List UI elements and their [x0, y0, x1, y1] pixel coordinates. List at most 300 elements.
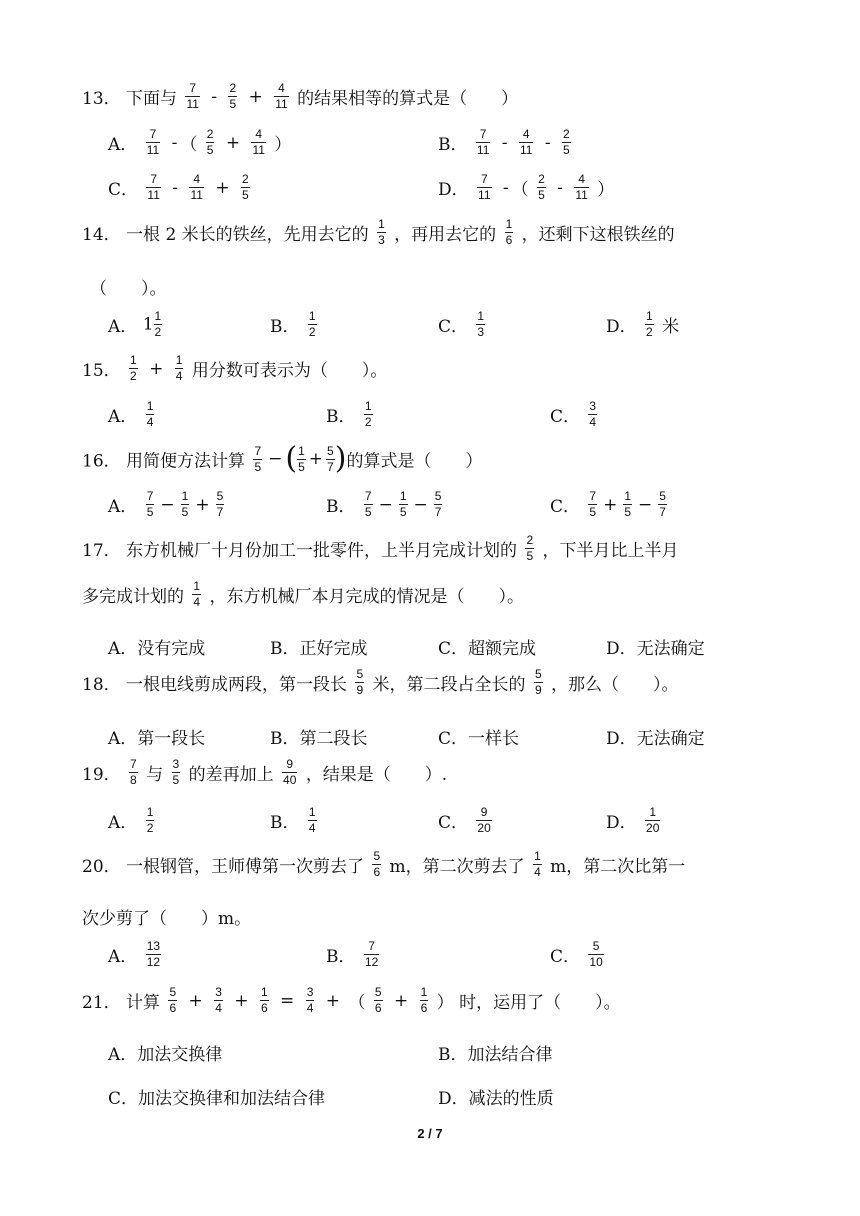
- denominator: 6: [374, 1001, 382, 1015]
- fraction: [588, 400, 597, 429]
- denominator: 5: [562, 143, 570, 157]
- denominator: 7: [216, 505, 224, 519]
- fraction: [477, 173, 491, 202]
- denominator: 11: [147, 188, 160, 202]
- numerator: 7: [130, 757, 137, 771]
- q20-text-c: m，第二次比第一: [550, 857, 686, 877]
- option-label: A．: [108, 135, 138, 155]
- minus-sign: -: [171, 132, 178, 153]
- denominator: 11: [519, 143, 533, 157]
- numerator: 7: [480, 172, 488, 186]
- q21-option-b[interactable]: B．加法结合律: [438, 1045, 553, 1065]
- denominator: 10: [589, 955, 603, 969]
- numerator: 1: [477, 309, 485, 323]
- fraction: [129, 354, 138, 383]
- fraction: [364, 400, 373, 429]
- numerator: 1: [298, 443, 305, 458]
- fraction: [372, 850, 381, 879]
- numerator: 7: [254, 443, 262, 458]
- q17-number: 17．: [82, 541, 121, 561]
- denominator: 9: [356, 683, 364, 697]
- numerator: 3: [215, 985, 222, 999]
- fraction: [476, 806, 491, 835]
- numerator: 1: [181, 489, 189, 503]
- q21-option-a[interactable]: A．加法交换律: [108, 1045, 223, 1065]
- fraction: [377, 218, 386, 247]
- option-label: C．: [550, 407, 581, 427]
- q17-option-b[interactable]: B．正好完成: [270, 639, 368, 659]
- question-17: [82, 534, 679, 578]
- paren: ）: [436, 993, 454, 1013]
- denominator: 6: [420, 1001, 428, 1015]
- numerator: 4: [193, 172, 201, 186]
- q19-option-d[interactable]: [606, 806, 663, 835]
- denominator: 4: [193, 595, 201, 609]
- minus-sign: −: [268, 449, 283, 469]
- numerator: 9: [286, 757, 294, 771]
- denominator: 2: [364, 415, 372, 429]
- numerator: 4: [255, 127, 263, 141]
- numerator: 1: [154, 309, 162, 323]
- q16-option-c[interactable]: [550, 490, 670, 519]
- q14-option-b[interactable]: [270, 310, 320, 339]
- fraction: [175, 354, 184, 383]
- q19-option-b[interactable]: [270, 806, 320, 835]
- denominator: 5: [172, 773, 180, 787]
- q19-number: 19．: [82, 765, 121, 785]
- numerator: 1: [378, 217, 385, 231]
- denominator: 7: [327, 459, 334, 474]
- plus-sign: +: [325, 990, 341, 1011]
- q16-option-a[interactable]: [108, 490, 227, 519]
- numerator: 1: [399, 489, 407, 503]
- fraction: [574, 173, 588, 202]
- minus-sign: −: [160, 494, 175, 515]
- numerator: 3: [172, 757, 180, 771]
- minus-sign: −: [378, 494, 393, 515]
- numerator: 7: [589, 489, 597, 503]
- paren: ): [334, 441, 347, 476]
- denominator: 11: [478, 188, 491, 202]
- q18-number: 18．: [82, 675, 121, 695]
- fraction: [364, 490, 373, 519]
- q18-option-c[interactable]: C．一样长: [438, 729, 520, 749]
- q16-number: 16．: [82, 451, 121, 472]
- numerator: 1: [146, 805, 154, 819]
- numerator: 1: [364, 399, 372, 413]
- question-19: [82, 758, 447, 802]
- numerator: 7: [150, 172, 157, 186]
- denominator: 4: [589, 415, 597, 429]
- fraction: [146, 490, 155, 519]
- plus-sign: +: [234, 990, 249, 1011]
- q13-text-a: 下面与: [126, 89, 178, 109]
- q13-option-c[interactable]: [108, 173, 253, 202]
- fraction: [282, 758, 297, 787]
- q19-option-a[interactable]: [108, 806, 157, 835]
- denominator: 4: [175, 369, 183, 383]
- fraction: [645, 310, 654, 339]
- numerator: 1: [624, 489, 632, 503]
- q14-text-a: 一根 2 米长的铁丝，先用去它的: [126, 225, 369, 245]
- numerator: 7: [149, 127, 157, 141]
- denominator: 5: [229, 97, 237, 111]
- paren: （: [511, 180, 529, 200]
- denominator: 11: [476, 143, 490, 157]
- numerator: 2: [526, 533, 534, 547]
- numerator: 1: [649, 805, 657, 819]
- option-label: B．: [326, 947, 356, 967]
- denominator: 2: [130, 369, 137, 383]
- equals-sign: =: [280, 990, 295, 1011]
- option-label: C．: [550, 497, 581, 517]
- denominator: 11: [275, 97, 288, 111]
- plus-sign: +: [225, 132, 241, 153]
- fraction: [658, 490, 667, 519]
- q17-option-d[interactable]: D．无法确定: [606, 639, 705, 659]
- numerator: 2: [206, 127, 214, 141]
- q15-number: 15．: [82, 361, 121, 381]
- numerator: 5: [374, 985, 382, 999]
- fraction: [251, 128, 265, 157]
- plus-sign: +: [188, 990, 203, 1011]
- q17-text-c: 多完成计划的: [82, 587, 184, 607]
- fraction: [623, 490, 632, 519]
- fraction: [146, 806, 155, 835]
- q18-text-b: 米，第二段占全长的: [372, 675, 526, 695]
- numerator: 5: [592, 939, 600, 953]
- option-label: A．: [108, 497, 138, 517]
- denominator: 7: [434, 505, 442, 519]
- q20-text-b: m，第二次剪去了: [389, 857, 525, 877]
- option-label: D．: [438, 180, 469, 200]
- option-label: B．: [438, 135, 468, 155]
- option-label: B．: [326, 407, 356, 427]
- denominator: 40: [283, 773, 297, 787]
- plus-sign: +: [308, 449, 324, 469]
- denominator: 5: [241, 188, 249, 202]
- denominator: 12: [146, 955, 161, 969]
- paren: ）: [597, 180, 615, 200]
- denominator: 5: [364, 505, 372, 519]
- q16-text-b: 的算式是（ ）: [346, 451, 483, 472]
- fraction: [588, 490, 597, 519]
- numerator: 5: [659, 489, 666, 503]
- fraction: [645, 806, 660, 835]
- fraction: [476, 310, 485, 339]
- q19-option-c[interactable]: [438, 806, 495, 835]
- minus-sign: -: [172, 177, 179, 198]
- numerator: 2: [562, 127, 570, 141]
- q18-text-a: 一根电线剪成两段，第一段长: [126, 675, 348, 695]
- numerator: 7: [146, 489, 154, 503]
- numerator: 1: [260, 985, 268, 999]
- minus-sign: -: [501, 132, 508, 153]
- denominator: 4: [146, 415, 154, 429]
- option-label: B．: [326, 497, 356, 517]
- numerator: 4: [578, 172, 585, 186]
- denominator: 5: [399, 505, 407, 519]
- q19-text-b: 的差再加上: [188, 765, 274, 785]
- question-14: [82, 218, 675, 262]
- fraction: [297, 445, 306, 474]
- plus-sign: +: [149, 358, 164, 379]
- q21-text-a: 计算: [126, 993, 161, 1013]
- fraction: [308, 806, 317, 835]
- q13-frac-2: [228, 82, 237, 111]
- fraction: [146, 940, 161, 969]
- paren: ）: [274, 135, 292, 155]
- fraction: [181, 490, 190, 519]
- numerator: 1: [193, 579, 201, 593]
- fraction: [206, 128, 215, 157]
- numerator: 5: [327, 443, 334, 458]
- denominator: 20: [477, 821, 491, 835]
- numerator: 3: [306, 985, 314, 999]
- minus-sign: -: [502, 177, 509, 198]
- minus-sign: -: [557, 177, 563, 198]
- fraction: [308, 310, 317, 339]
- denominator: 4: [215, 1001, 222, 1015]
- fraction: [562, 128, 571, 157]
- fraction: [214, 986, 223, 1015]
- fraction: [189, 173, 203, 202]
- numerator: 13: [146, 939, 161, 953]
- question-18: [82, 668, 679, 712]
- q17-option-c[interactable]: C．超额完成: [438, 639, 537, 659]
- paren: （: [180, 135, 198, 155]
- fraction: [154, 310, 163, 339]
- numerator: 5: [534, 667, 542, 681]
- q21-option-c[interactable]: C．加法交换律和加法结合律: [108, 1089, 326, 1109]
- q16-option-b[interactable]: [326, 490, 445, 519]
- q16-text-a: 用简便方法计算: [126, 451, 246, 472]
- fraction: [364, 940, 379, 969]
- numerator: 5: [373, 849, 381, 863]
- fraction: [505, 218, 514, 247]
- q17-option-a[interactable]: A．没有完成: [108, 639, 206, 659]
- numerator: 1: [505, 217, 513, 231]
- numerator: 1: [420, 985, 428, 999]
- question-21: [82, 986, 621, 1030]
- numerator: 3: [589, 399, 597, 413]
- q14-option-a[interactable]: [108, 310, 165, 339]
- denominator: 2: [646, 325, 653, 339]
- denominator: 11: [146, 143, 160, 157]
- q21-option-d[interactable]: D．减法的性质: [438, 1089, 554, 1109]
- q20-option-a[interactable]: [108, 940, 164, 969]
- plus-sign: +: [393, 990, 409, 1011]
- numerator: 7: [189, 81, 197, 95]
- fraction: [192, 580, 201, 609]
- denominator: 20: [646, 821, 660, 835]
- denominator: 5: [254, 459, 262, 474]
- minus-sign: -: [544, 132, 551, 153]
- q13-option-d[interactable]: [438, 173, 614, 202]
- denominator: 3: [477, 325, 485, 339]
- fraction: [534, 668, 543, 697]
- fraction: [399, 490, 408, 519]
- plus-sign: +: [603, 494, 618, 515]
- q13-option-b[interactable]: [438, 128, 574, 157]
- fraction: [434, 490, 443, 519]
- fraction: [476, 128, 490, 157]
- q13-frac-1: [185, 82, 199, 111]
- q14-text-b: ，再用去它的: [394, 225, 497, 245]
- option-label: A．: [108, 947, 138, 967]
- option-label: C．: [438, 317, 469, 337]
- paren: (: [285, 441, 298, 476]
- option-label: C．: [108, 180, 139, 200]
- fraction: [355, 668, 364, 697]
- denominator: 11: [190, 188, 203, 202]
- fraction: [241, 173, 250, 202]
- numerator: 5: [356, 667, 364, 681]
- q13-frac-3: [274, 82, 288, 111]
- q15-option-b[interactable]: [326, 400, 376, 429]
- denominator: 5: [624, 505, 632, 519]
- fraction: [216, 490, 225, 519]
- q13-number: 13．: [82, 89, 121, 109]
- numerator: 4: [522, 127, 530, 141]
- denominator: 6: [505, 233, 513, 247]
- question-15: [82, 354, 387, 398]
- q15-text: 用分数可表示为（ ）。: [191, 361, 388, 381]
- denominator: 5: [206, 143, 214, 157]
- q19-text-a: 与: [146, 765, 164, 785]
- denominator: 9: [534, 683, 542, 697]
- denominator: 7: [659, 505, 666, 519]
- fraction: [168, 986, 177, 1015]
- denominator: 11: [252, 143, 265, 157]
- denominator: 8: [130, 773, 137, 787]
- q15-option-a[interactable]: [108, 400, 157, 429]
- numerator: 7: [368, 939, 375, 953]
- q18-option-b[interactable]: B．第二段长: [270, 729, 368, 749]
- q20-option-c[interactable]: [550, 940, 607, 969]
- option-label: A．: [108, 813, 138, 833]
- option-label: C．: [438, 813, 469, 833]
- option-label: B．: [270, 317, 300, 337]
- unit: 米: [662, 317, 680, 337]
- q14-number: 14．: [82, 225, 121, 245]
- q14-option-d[interactable]: [606, 310, 679, 339]
- q20-option-b[interactable]: [326, 940, 382, 969]
- minus-sign: −: [638, 494, 653, 515]
- q13-option-a[interactable]: [108, 128, 291, 157]
- question-13: [82, 82, 518, 126]
- fraction: [537, 173, 546, 202]
- option-label: A．: [108, 407, 138, 427]
- denominator: 3: [378, 233, 385, 247]
- denominator: 4: [534, 865, 541, 879]
- fraction: [519, 128, 533, 157]
- q18-text-c: ，那么（ ）。: [551, 675, 679, 695]
- fraction: [260, 986, 269, 1015]
- numerator: 7: [364, 489, 372, 503]
- plus-sign: +: [195, 494, 210, 515]
- fraction: [533, 850, 542, 879]
- q14-text-d: （ ）。: [90, 279, 167, 299]
- q17-text-b: ，下半月比上半月: [542, 541, 679, 561]
- fraction: [129, 758, 138, 787]
- denominator: 5: [298, 459, 305, 474]
- numerator: 2: [538, 172, 545, 186]
- numerator: 4: [278, 81, 285, 95]
- numerator: 5: [434, 489, 442, 503]
- denominator: 5: [526, 549, 534, 563]
- numerator: 1: [308, 805, 316, 819]
- fraction: [146, 400, 155, 429]
- paren: （: [348, 993, 366, 1013]
- numerator: 5: [169, 985, 177, 999]
- q17-text-d: ，东方机械厂本月完成的情况是（ ）。: [209, 587, 524, 607]
- denominator: 4: [308, 821, 316, 835]
- denominator: 4: [306, 1001, 314, 1015]
- denominator: 2: [146, 821, 154, 835]
- option-label: B．: [270, 813, 300, 833]
- q13-text-b: 的结果相等的算式是（ ）: [297, 89, 519, 109]
- denominator: 2: [308, 325, 316, 339]
- q14-text-c: ，还剩下这根铁丝的: [521, 225, 675, 245]
- fraction: [326, 445, 335, 474]
- plus-sign: +: [215, 177, 230, 198]
- q21-number: 21．: [82, 993, 121, 1013]
- option-label: A．: [108, 317, 138, 337]
- minus-sign: −: [413, 494, 428, 515]
- denominator: 2: [154, 325, 162, 339]
- fraction: [146, 173, 160, 202]
- fraction: [306, 986, 315, 1015]
- q14-option-c[interactable]: [438, 310, 488, 339]
- denominator: 5: [146, 505, 154, 519]
- q20-number: 20．: [82, 857, 121, 877]
- denominator: 6: [373, 865, 381, 879]
- option-label: C．: [550, 947, 581, 967]
- denominator: 5: [538, 188, 545, 202]
- numerator: 1: [534, 849, 541, 863]
- q18-option-d[interactable]: D．无法确定: [606, 729, 705, 749]
- numerator: 9: [480, 805, 488, 819]
- option-label: D．: [606, 317, 637, 337]
- denominator: 11: [186, 97, 199, 111]
- denominator: 12: [364, 955, 379, 969]
- fraction: [525, 534, 534, 563]
- fraction: [374, 986, 383, 1015]
- denominator: 6: [260, 1001, 268, 1015]
- numerator: 2: [229, 81, 237, 95]
- minus-sign: -: [211, 86, 218, 107]
- whole-number: 1: [142, 314, 154, 335]
- q20-text-d: 次少剪了（ ）m。: [82, 909, 252, 929]
- fraction: [588, 940, 603, 969]
- numerator: 1: [308, 309, 316, 323]
- page-number: 2 / 7: [417, 1126, 443, 1141]
- q19-text-c: ，结果是（ ）.: [305, 765, 448, 785]
- numerator: 1: [646, 309, 653, 323]
- option-label: D．: [606, 813, 637, 833]
- numerator: 5: [216, 489, 224, 503]
- question-17-cont: [82, 580, 524, 624]
- q21-text-b: 时，运用了（ ）。: [459, 993, 621, 1013]
- numerator: 1: [175, 353, 183, 367]
- fraction: [253, 445, 262, 474]
- q18-option-a[interactable]: A．第一段长: [108, 729, 206, 749]
- denominator: 5: [181, 505, 189, 519]
- q15-option-c[interactable]: [550, 400, 600, 429]
- denominator: 11: [575, 188, 588, 202]
- denominator: 6: [169, 1001, 177, 1015]
